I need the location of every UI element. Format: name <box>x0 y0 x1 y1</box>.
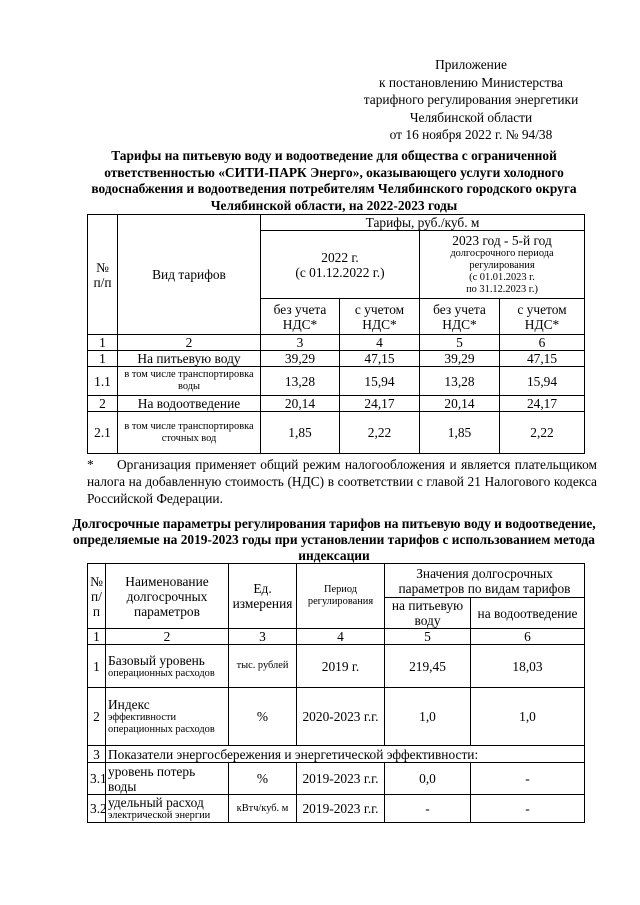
column-number: 5 <box>385 629 471 645</box>
header-2023-sub: (с 01.01.2023 г. <box>469 272 535 283</box>
header-2023-sub: регулирования <box>469 260 535 271</box>
row-value: 39,29 <box>261 351 340 367</box>
header-2023-sub: по 31.12.2023 г.) <box>466 284 538 295</box>
header-2023 <box>420 231 585 299</box>
header-drain: на водоотведение <box>471 598 585 629</box>
parameters-table <box>87 563 585 823</box>
table-row <box>88 645 585 688</box>
row-value-drain: 1,0 <box>471 688 585 746</box>
table-row <box>88 763 585 795</box>
table-row <box>88 367 585 396</box>
row-param <box>106 688 229 746</box>
header-param-name: Наименование долгосрочных параметров <box>106 564 229 629</box>
row-value: 24,17 <box>340 396 420 412</box>
row-period: 2020-2023 г.г. <box>297 688 385 746</box>
row-value-drain: 18,03 <box>471 645 585 688</box>
row-value: 13,28 <box>261 367 340 396</box>
row-unit: % <box>229 763 297 795</box>
row-num: 2 <box>88 396 118 412</box>
row-param <box>106 763 229 795</box>
header-tariff-type: Вид тарифов <box>118 215 261 335</box>
row-num: 3.1 <box>88 763 106 795</box>
row-value: 15,94 <box>340 367 420 396</box>
row-num: 1 <box>88 645 106 688</box>
appendix-line: Приложение <box>435 57 507 72</box>
row-num: 2 <box>88 688 106 746</box>
row-num: 3 <box>88 746 106 763</box>
row-value-water: 1,0 <box>385 688 471 746</box>
vat-footnote <box>87 456 597 507</box>
row-name: На питьевую воду <box>118 351 261 367</box>
row-unit: тыс. рублей <box>229 645 297 688</box>
row-value-water: 0,0 <box>385 763 471 795</box>
footnote-star: * <box>87 457 94 472</box>
tariffs-table <box>87 214 585 454</box>
header-tariffs: Тарифы, руб./куб. м <box>261 215 585 231</box>
column-number: 1 <box>88 335 118 351</box>
column-number: 5 <box>420 335 500 351</box>
table-row <box>88 746 585 763</box>
param-sub: эффективности операционных расходов <box>108 712 215 735</box>
table-row <box>88 795 585 823</box>
row-name: На водоотведение <box>118 396 261 412</box>
header-with-vat: с учетом НДС* <box>340 299 420 335</box>
parameters-title: Долгосрочные параметры регулирования тарифов на питьевую воду и водоотведение, определяемые на 2019-2023 годы при установлении тарифов с использованием метода индексации <box>72 516 596 563</box>
param-sub: электрической энергии <box>108 810 211 821</box>
header-2022-date: (с 01.12.2022 г.) <box>295 264 385 280</box>
tariffs-title: Тарифы на питьевую воду и водоотведение для общества с ограниченной ответственностью «СИТИ-ПАРК Энерго», оказывающего услуги холодного водоснабжения и водоотведения потребителям Челябинского городского округа Челябинской области, на 2022-2023 годы <box>91 148 577 213</box>
row-period: 2019-2023 г.г. <box>297 763 385 795</box>
table-row <box>88 412 585 454</box>
column-number: 3 <box>229 629 297 645</box>
row-period: 2019-2023 г.г. <box>297 795 385 823</box>
table-row <box>88 396 585 412</box>
row-value-water: - <box>385 795 471 823</box>
appendix-line: тарифного регулирования энергетики <box>363 92 579 107</box>
column-number: 4 <box>340 335 420 351</box>
header-without-vat: без учета НДС* <box>420 299 500 335</box>
row-num: 2.1 <box>88 412 118 454</box>
row-num: 1 <box>88 351 118 367</box>
row-value: 47,15 <box>500 351 585 367</box>
row-period: 2019 г. <box>297 645 385 688</box>
column-number: 4 <box>297 629 385 645</box>
footnote-text: Организация применяет общий режим налогообложения и является плательщиком налога на добавленную стоимость (НДС) в соответствии с главой 21 Налогового кодекса Российской Федерации. <box>87 457 597 506</box>
row-value: 15,94 <box>500 367 585 396</box>
column-number: 6 <box>471 629 585 645</box>
row-param <box>106 645 229 688</box>
row-name: в том числе транспортировка воды <box>118 367 261 396</box>
row-unit: % <box>229 688 297 746</box>
column-number: 1 <box>88 629 106 645</box>
row-value: 2,22 <box>340 412 420 454</box>
row-value: 20,14 <box>420 396 500 412</box>
row-value: 2,22 <box>500 412 585 454</box>
appendix-header <box>340 56 602 144</box>
header-2022 <box>261 231 420 299</box>
column-number: 3 <box>261 335 340 351</box>
row-value: 24,17 <box>500 396 585 412</box>
appendix-line: к постановлению Министерства <box>379 74 563 90</box>
row-value: 39,29 <box>420 351 500 367</box>
row-value: 13,28 <box>420 367 500 396</box>
row-num: 3.2 <box>88 795 106 823</box>
row-num: 1.1 <box>88 367 118 396</box>
table-row <box>88 351 585 367</box>
row-value-drain: - <box>471 795 585 823</box>
column-number: 2 <box>118 335 261 351</box>
header-2023-sub: долгосрочного периода <box>450 248 554 259</box>
param-main: Индекс <box>108 697 150 712</box>
header-num: № п/п <box>88 564 106 629</box>
appendix-line: Челябинской области <box>409 109 533 125</box>
header-water: на питьевую воду <box>385 598 471 629</box>
row-value: 1,85 <box>420 412 500 454</box>
row-value-water: 219,45 <box>385 645 471 688</box>
header-2023-year: 2023 год - 5-й год <box>452 233 552 248</box>
header-values: Значения долгосрочных параметров по видам тарифов <box>385 564 585 598</box>
param-main: удельный расход <box>108 795 204 810</box>
param-sub: воды <box>108 778 137 794</box>
header-without-vat: без учета НДС* <box>261 299 340 335</box>
header-period: Период регулирования <box>297 564 385 629</box>
row-value: 20,14 <box>261 396 340 412</box>
row-value-drain: - <box>471 763 585 795</box>
appendix-line: от 16 ноября 2022 г. № 94/38 <box>389 127 553 142</box>
row-value: 1,85 <box>261 412 340 454</box>
column-number: 2 <box>106 629 229 645</box>
header-unit: Ед. измерения <box>229 564 297 629</box>
param-sub: операционных расходов <box>108 667 215 679</box>
column-number: 6 <box>500 335 585 351</box>
param-main: Базовый уровень <box>108 652 205 668</box>
header-num: № п/п <box>88 215 118 335</box>
row-unit: кВтч/куб. м <box>229 795 297 823</box>
table-row <box>88 688 585 746</box>
header-with-vat: с учетом НДС* <box>500 299 585 335</box>
row-name: в том числе транспортировка сточных вод <box>118 412 261 454</box>
row-param <box>106 795 229 823</box>
param-main: уровень потерь <box>108 763 196 779</box>
row-value: 47,15 <box>340 351 420 367</box>
header-2022-year: 2022 г. <box>321 249 359 265</box>
section-title: Показатели энергосбережения и энергетической эффективности: <box>106 746 585 763</box>
